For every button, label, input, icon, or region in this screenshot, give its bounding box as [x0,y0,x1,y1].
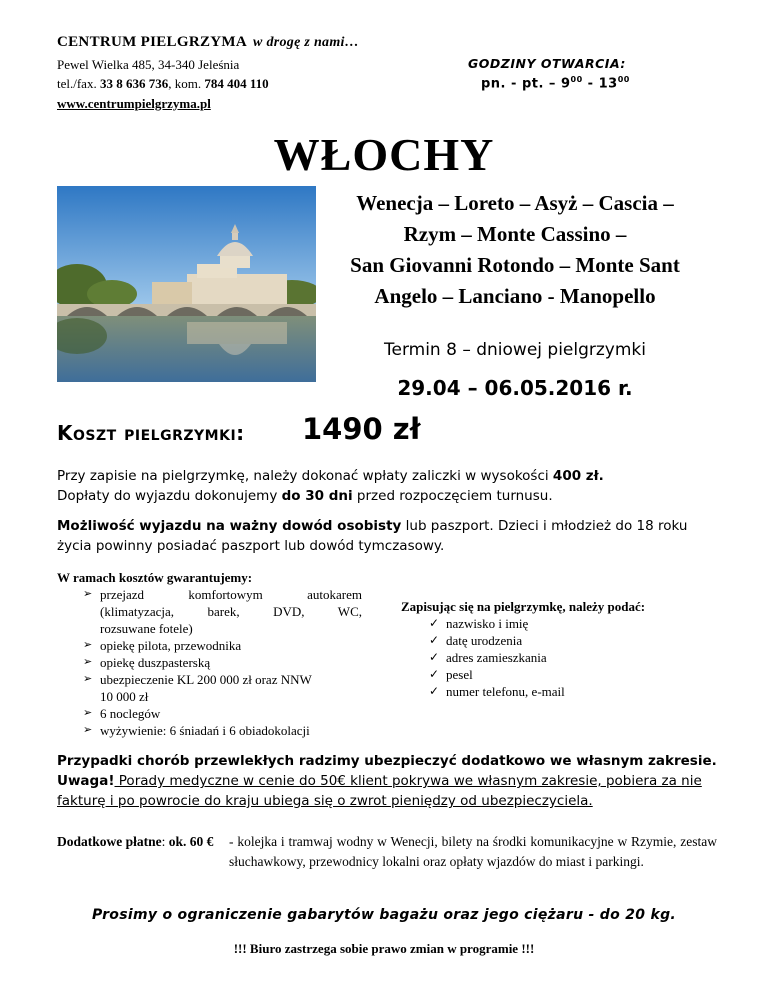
route-line: San Giovanni Rotondo – Monte Sant [350,253,680,277]
payment-deadline: do 30 dni [281,488,353,504]
list-item [57,722,362,739]
org-name-text: CENTRUM PIELGRZYMA [57,34,247,50]
deposit-amount: 400 zł. [552,468,604,484]
arrow-bullet-icon: ➢ [83,639,93,651]
list-item-text: rozsuwane fotele) [100,621,193,636]
warning-underlined-text: Porady medyczne w cenie do 50€ klient pokrywa we własnym zakresie, pobiera za nie fakturę i po powrocie do kraju ubiega się o zwrot pieniędzy od ubezpieczyciela. [57,773,702,809]
list-item-text: opiekę pilota, przewodnika [100,638,242,653]
arrow-bullet-icon: ➢ [83,724,93,736]
list-item-text: datę urodzenia [446,633,523,648]
phone-line: tel./fax. 33 8 636 736, kom. 784 404 110 [57,76,269,91]
tel-number: 33 8 636 736 [99,76,169,91]
list-item [57,637,362,654]
warning-bold-text: Przypadki chorób przewlekłych radzimy ubezpieczyć dodatkowo we własnym zakresie. [57,753,717,769]
payment-text: Dopłaty do wyjazdu dokonujemy [57,488,282,504]
required-heading: Zapisując się na pielgrzymkę, należy podać: [401,599,646,614]
list-item-text: numer telefonu, e-mail [446,684,565,699]
list-item [57,586,362,637]
route-line: Rzym – Monte Cassino – [403,222,627,246]
arrow-bullet-icon: ➢ [83,673,93,685]
list-item [401,649,721,666]
list-item [401,666,721,683]
route-line: Angelo – Lanciano - Manopello [374,284,656,308]
required-data-section [401,598,721,700]
hours-title: GODZINY OTWARCIA: [468,56,626,71]
document-text: lub paszport. Dzieci i młodzież do 18 roku życia powinny posiadać paszport lub dowód tymczasowy. [57,518,688,554]
list-item [401,683,721,700]
hours-dash: - 13 [582,76,618,92]
list-item-text: opiekę duszpasterską [100,655,211,670]
list-item [401,632,721,649]
tel-label: tel./fax. [57,76,97,91]
arrow-bullet-icon: ➢ [83,707,93,719]
list-item [57,654,362,671]
list-item-text: 10 000 zł [100,689,149,704]
checkmark-icon: ✓ [429,684,440,698]
required-list [401,615,721,700]
list-item-text: adres zamieszkania [446,650,547,665]
document-paragraph [57,516,717,556]
extra-cost-label: Dodatkowe płatne: ok. 60 € [57,834,214,849]
extra-cost-text: - kolejka i tramwaj wodny w Wenecji, bilety na środki komunikacyjne w Rzymie, zestaw słuchawkowy, przewodnicy lokalni oraz opłaty wjazdów do miast i parkingi. [229,834,717,869]
checkmark-icon: ✓ [429,667,440,681]
kom-number: 784 404 110 [204,76,269,91]
id-card-note: Możliwość wyjazdu na ważny dowód osobisty [57,518,402,534]
deposit-paragraph [57,466,717,506]
checkmark-icon: ✓ [429,633,440,647]
route-line: Wenecja – Loreto – Asyż – Cascia – [356,191,674,215]
hours-to-sup: 00 [617,75,630,84]
arrow-bullet-icon: ➢ [83,588,93,600]
termin-text: Termin 8 – dniowej pielgrzymki [384,340,646,360]
list-item-text: (klimatyzacja, barek, DVD, WC, [100,604,362,619]
list-item-text: przejazd komfortowym autokarem [100,587,362,602]
address: Pewel Wielka 485, 34-340 Jeleśnia [57,57,240,72]
extra-amount: ok. 60 € [168,834,214,849]
insurance-warning [57,751,717,811]
route-list [322,188,708,312]
deposit-text: Przy zapisie na pielgrzymkę, należy dokonać wpłaty zaliczki w wysokości [57,468,553,484]
rome-photo [57,186,316,382]
trip-dates: 29.04 – 06.05.2016 r. [397,376,633,400]
checkmark-icon: ✓ [429,650,440,664]
list-item [57,705,362,722]
guarantee-list [57,586,362,739]
list-item-text: nazwisko i imię [446,616,529,631]
list-item-text: 6 noclegów [100,706,161,721]
guarantee-heading: W ramach kosztów gwarantujemy: [57,570,253,585]
list-item [57,671,362,705]
hours-days: pn. - pt. – 9 [481,76,571,92]
guarantee-section [57,569,362,739]
list-item-text: pesel [446,667,473,682]
luggage-note: Prosimy o ograniczenie gabarytów bagażu oraz jego ciężaru - do 20 kg. [91,907,677,923]
checkmark-icon: ✓ [429,616,440,630]
slogan: w drogę z nami… [253,35,360,50]
list-item-text: wyżywienie: 6 śniadań i 6 obiadokolacji [100,723,310,738]
list-item-text: ubezpieczenie KL 200 000 zł oraz NNW [100,672,312,687]
kom-label: kom. [174,76,202,91]
page-title: WŁOCHY [273,129,495,180]
list-item [401,615,721,632]
disclaimer: !!! Biuro zastrzega sobie prawo zmian w programie !!! [233,941,535,956]
cost-value: 1490 zł [302,412,421,446]
warning-label: Uwaga! [57,773,115,789]
arrow-bullet-icon: ➢ [83,656,93,668]
rome-photo-image [57,186,316,382]
cost-label: Koszt pielgrzymki: [57,421,245,445]
hours-value [481,75,630,91]
payment-text-end: przed rozpoczęciem turnusu. [352,488,553,504]
hours-from-sup: 00 [570,75,583,84]
extra-label-text: Dodatkowe płatne [57,834,162,849]
org-name [57,34,359,51]
website-link[interactable]: www.centrumpielgrzyma.pl [57,96,211,111]
